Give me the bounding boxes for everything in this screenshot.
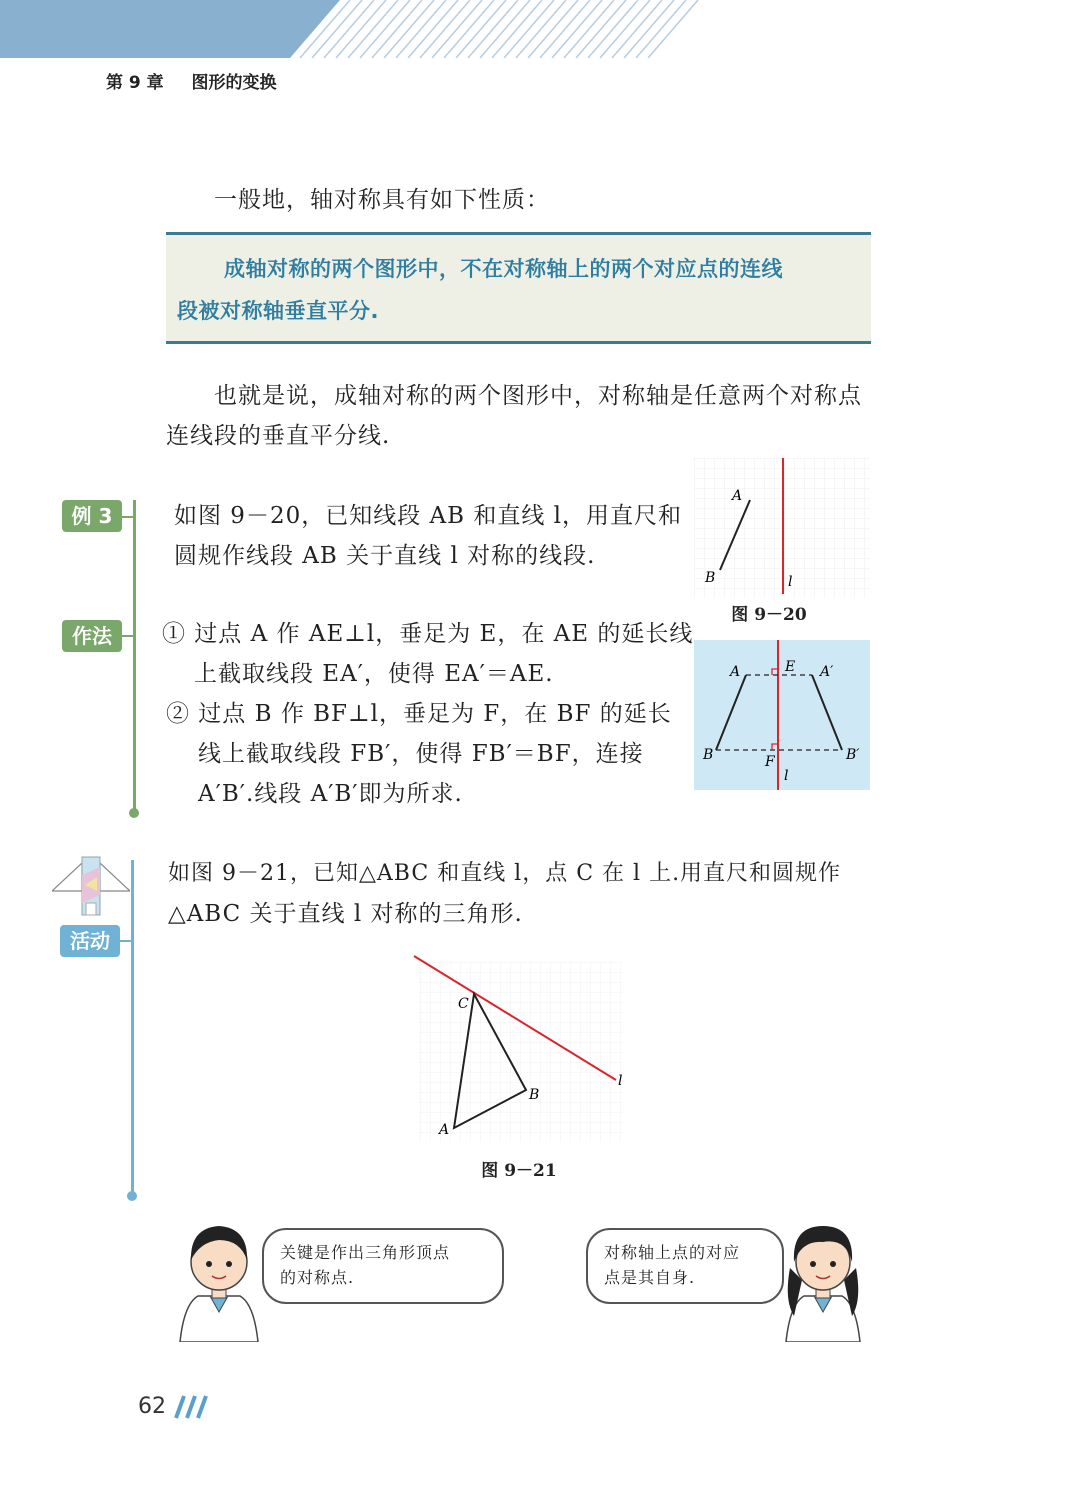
chapter-title: 图形的变换 [191,73,277,93]
method-step2-line-3: A′B′.线段 A′B′即为所求. [198,781,463,807]
boy-speech-bubble [262,1228,504,1304]
method-step1-line-1: ① 过点 A 作 AE⊥l，垂足为 E，在 AE 的延长线 [162,621,694,647]
fig20-label-a: A [732,488,743,504]
activity-side-rule-end [127,1191,137,1201]
girl-bubble-line-2: 点是其自身. [604,1268,696,1287]
activity-line-2: △ABC 关于直线 l 对称的三角形. [168,901,523,927]
restatement-line-2: 连线段的垂直平分线. [166,423,391,449]
page-number-slashes-icon [166,1394,210,1420]
construction-label-a: A [730,664,741,680]
method-tag-connector [120,635,134,637]
figure-9-20-caption: 图 9－20 [731,605,807,625]
page-number: 62 [138,1394,166,1419]
construction-label-b-prime: B′ [846,747,860,763]
boy-avatar [176,1220,262,1342]
intro-text: 一般地，轴对称具有如下性质： [214,187,550,213]
fig21-label-l: l [618,1073,623,1089]
example-side-rule-end [129,808,139,818]
header-banner [0,0,1082,60]
girl-avatar [780,1220,866,1342]
chapter-header [106,68,277,93]
girl-speech-bubble [586,1228,784,1304]
fig21-label-b: B [529,1087,540,1103]
property-line-2: 段被对称轴垂直平分. [177,299,379,323]
activity-rocket-icon [52,855,130,921]
activity-tag-connector [120,940,132,942]
figure-9-21-caption: 图 9－21 [481,1161,557,1181]
activity-tag: 活动 [60,925,120,957]
example-tag: 例 3 [62,500,122,532]
chapter-number: 第 9 章 [106,73,164,93]
example-line-1: 如图 9－20，已知线段 AB 和直线 l，用直尺和 [174,503,683,529]
construction-label-f: F [765,754,775,770]
boy-bubble-line-2: 的对称点. [280,1268,355,1287]
example-tag-connector [120,516,134,518]
method-tag: 作法 [62,620,122,652]
example-side-rule [133,500,136,812]
figure-9-21 [410,952,630,1148]
construction-label-b: B [703,747,714,763]
method-step2-line-2: 线上截取线段 FB′，使得 FB′＝BF，连接 [198,741,644,767]
fig20-label-b: B [705,570,716,586]
activity-side-rule [131,860,134,1194]
fig21-label-c: C [458,996,469,1012]
property-line-1: 成轴对称的两个图形中，不在对称轴上的两个对应点的连线 [224,257,783,281]
method-step1-line-2: 上截取线段 EA′，使得 EA′＝AE. [194,661,554,687]
method-step2-line-1: ② 过点 B 作 BF⊥l，垂足为 F，在 BF 的延长 [166,701,672,727]
property-box [166,232,871,344]
construction-label-e: E [785,659,796,675]
figure-9-20 [694,458,870,598]
restatement-line-1: 也就是说，成轴对称的两个图形中，对称轴是任意两个对称点 [214,383,862,409]
construction-label-a-prime: A′ [820,664,834,680]
fig21-label-a: A [439,1122,450,1138]
construction-label-l: l [784,768,789,784]
girl-bubble-line-1: 对称轴上点的对应 [604,1243,741,1262]
boy-bubble-line-1: 关键是作出三角形顶点 [280,1243,451,1262]
example-line-2: 圆规作线段 AB 关于直线 l 对称的线段. [174,543,596,569]
activity-line-1: 如图 9－21，已知△ABC 和直线 l，点 C 在 l 上.用直尺和圆规作 [168,861,842,886]
fig20-label-l: l [788,574,793,590]
figure-construction [694,640,870,790]
